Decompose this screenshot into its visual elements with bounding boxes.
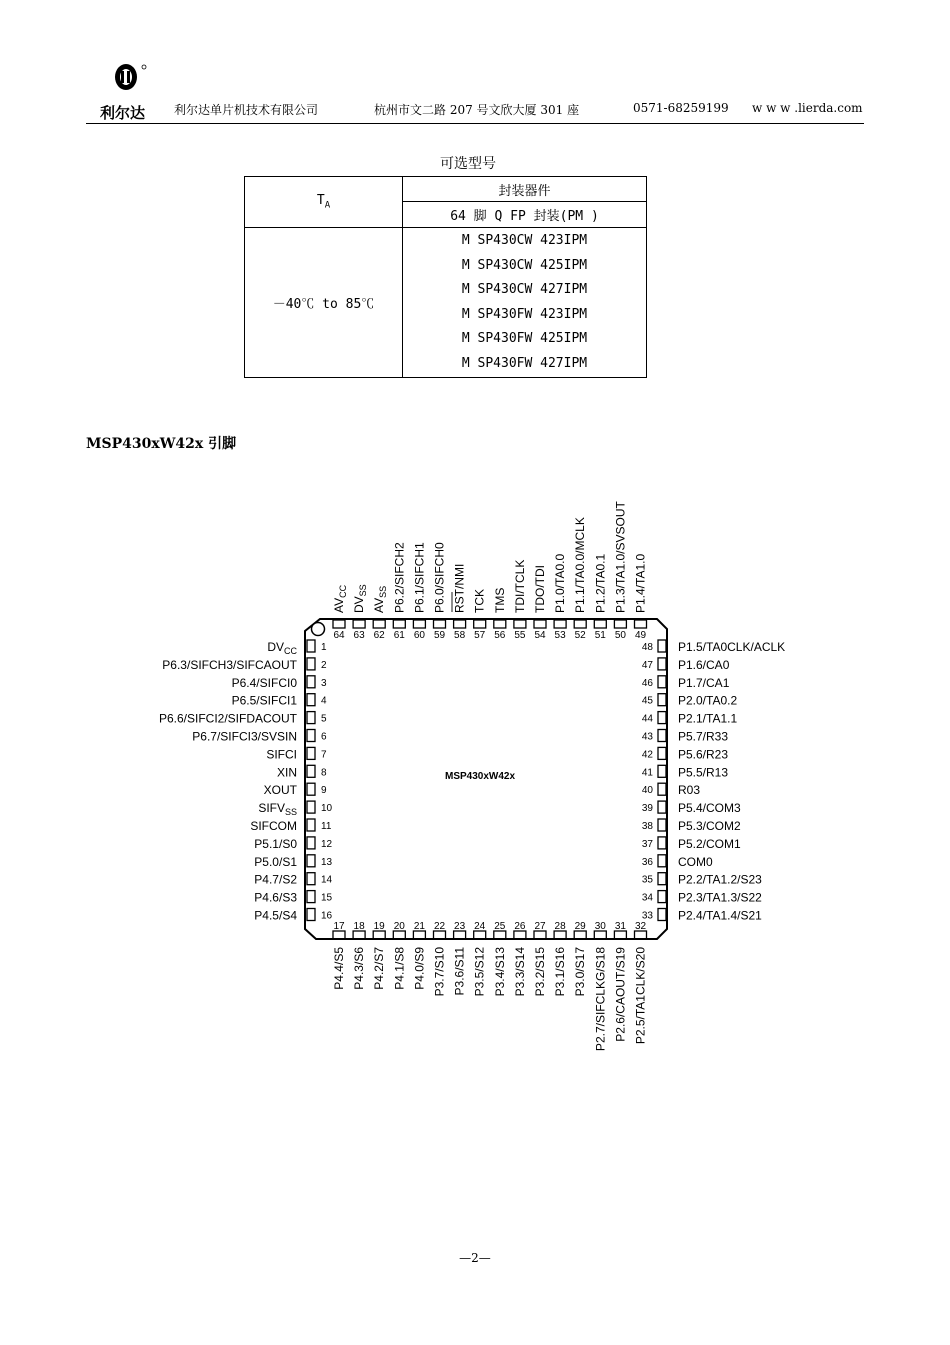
pin-pad xyxy=(658,730,666,742)
pin-number: 57 xyxy=(474,630,486,641)
pin-label: TMS xyxy=(492,587,507,613)
pin-pad xyxy=(307,873,315,885)
pin-label: P2.2/TA1.2/S23 xyxy=(678,872,762,887)
pin-number: 35 xyxy=(641,874,653,886)
pin-number: 5 xyxy=(321,713,327,725)
pin-pad xyxy=(307,855,315,867)
pin-number: 59 xyxy=(433,630,446,641)
pin-label: P1.3/TA1.0/SVSOUT xyxy=(613,501,628,613)
pin-label: P5.4/COM3 xyxy=(678,801,741,816)
pin-pad xyxy=(307,783,315,795)
chip-name: MSP430xW42x xyxy=(445,771,516,782)
pin-number: 23 xyxy=(454,921,466,932)
pin-number: 32 xyxy=(634,921,647,932)
pin-label: P4.5/S4 xyxy=(254,908,297,923)
part-number: M SP430CW 427IPM xyxy=(461,282,588,297)
pin-label: $AV_{CC}$ xyxy=(332,584,348,613)
pin-pad xyxy=(494,931,506,939)
pin-number: 16 xyxy=(321,910,333,922)
pin-pad xyxy=(393,931,405,939)
pin-label: P1.0/TA0.0 xyxy=(553,553,568,613)
pin-label: P3.3/S14 xyxy=(512,947,527,997)
pin-pad xyxy=(307,694,315,706)
pin-number: 49 xyxy=(634,630,647,641)
pin-pad xyxy=(658,891,666,903)
pin-label: P4.3/S6 xyxy=(352,947,367,990)
pin-number: 21 xyxy=(413,921,425,932)
pin-label: XIN xyxy=(276,765,297,780)
pin-number: 36 xyxy=(641,856,653,868)
pin-label: P2.6/CAOUT/S19 xyxy=(613,947,628,1042)
pin-label: P4.6/S3 xyxy=(254,890,297,905)
pin1-marker xyxy=(312,623,325,636)
pin-pad xyxy=(635,931,647,939)
pin-label: $SIFV_{SS}$ xyxy=(258,801,297,818)
package-header: 封装器件 xyxy=(403,177,647,202)
pin-number: 46 xyxy=(641,677,653,689)
pin-number: 45 xyxy=(641,695,653,707)
pin-number: 38 xyxy=(641,821,653,832)
pin-pad xyxy=(574,931,586,939)
pin-pad xyxy=(514,620,526,628)
pin-pad xyxy=(554,931,566,939)
pin-pad xyxy=(554,620,566,628)
pin-number: 30 xyxy=(594,921,606,932)
pin-label: TDI/TCLK xyxy=(512,559,527,613)
pin-pad xyxy=(307,837,315,849)
pin-label: P5.6/R23 xyxy=(678,747,729,762)
pin-label: P1.5/TA0CLK/ACLK xyxy=(678,640,786,654)
pin-pad xyxy=(333,620,345,628)
pin-number: 22 xyxy=(433,921,446,932)
pin-number: 6 xyxy=(321,731,327,743)
pin-number: 62 xyxy=(373,630,385,641)
pin-number: 27 xyxy=(534,921,546,932)
pin-label: TDO/TDI xyxy=(533,565,547,613)
pin-number: 28 xyxy=(554,921,566,932)
pin-pad xyxy=(658,676,666,688)
pin-number: 4 xyxy=(321,695,327,707)
pin-number: 31 xyxy=(614,921,626,932)
pin-label: P2.1/TA1.1 xyxy=(678,711,738,726)
pin-label: P2.4/TA1.4/S21 xyxy=(678,908,762,923)
part-number: M SP430FW 423IPM xyxy=(461,306,588,322)
pin-number: 39 xyxy=(641,803,653,815)
pin-pad xyxy=(658,640,666,652)
pin-label: P5.0/S1 xyxy=(254,854,297,869)
package-subheader: 64 脚 Q FP 封装(PM ) xyxy=(403,202,647,228)
pin-pad xyxy=(635,620,647,628)
pin-pad xyxy=(353,620,365,628)
pin-number: 33 xyxy=(641,910,653,922)
pin-pad xyxy=(658,873,666,885)
pin-label: P1.7/CA1 xyxy=(678,675,730,690)
pin-number: 11 xyxy=(321,821,332,832)
pin-label: P2.5/TA1CLK/S20 xyxy=(633,947,648,1045)
company-address: 杭州市文二路 207 号文欣大厦 301 座 xyxy=(374,103,580,117)
pin-pad xyxy=(658,801,666,813)
pin-label: P4.0/S9 xyxy=(412,947,427,990)
pin-pad xyxy=(658,837,666,849)
pin-label: P6.3/SIFCH3/SIFCAOUT xyxy=(162,657,297,672)
pin-label: P1.2/TA0.1 xyxy=(593,553,608,613)
pin-number: 58 xyxy=(454,630,466,641)
part-number: M SP430FW 425IPM xyxy=(461,331,588,346)
pin-pad xyxy=(373,931,385,939)
pin-pad xyxy=(307,801,315,813)
pin-pad xyxy=(474,931,486,939)
pin-pad xyxy=(434,931,446,939)
pin-label: P3.7/S10 xyxy=(432,947,447,997)
pin-label: P5.1/S0 xyxy=(254,836,297,851)
pin-pad xyxy=(658,909,666,921)
pin-number: 3 xyxy=(321,677,327,689)
pin-pad xyxy=(434,620,446,628)
pin-pad xyxy=(353,931,365,939)
pin-label: P1.1/TA0.0/MCLK xyxy=(573,517,588,613)
pin-number: 53 xyxy=(554,630,566,641)
pin-pad xyxy=(307,747,315,759)
pin-pad xyxy=(494,620,506,628)
pin-pad xyxy=(534,931,546,939)
pin-number: 7 xyxy=(321,749,327,761)
pin-number: 20 xyxy=(393,921,405,932)
pin-label: P6.0/SIFCH0 xyxy=(432,542,447,613)
pin-label: P2.3/TA1.3/S22 xyxy=(678,890,762,905)
pin-label: XOUT xyxy=(263,783,297,798)
pin-label: SIFCI xyxy=(266,747,297,762)
pin-pad xyxy=(307,730,315,742)
pin-label: P5.3/COM2 xyxy=(678,819,741,833)
pin-number: 26 xyxy=(514,921,526,932)
pin-label: P6.2/SIFCH2 xyxy=(392,542,407,613)
pin-label: P5.5/R13 xyxy=(678,765,729,780)
pin-label: $DV_{CC}$ xyxy=(267,640,297,656)
pin-pad xyxy=(454,931,466,939)
pin-label: P4.1/S8 xyxy=(392,947,407,990)
table-caption: 可选型号 xyxy=(440,156,496,172)
page-number: —2— xyxy=(459,1251,491,1265)
part-number: M SP430CW 425IPM xyxy=(461,257,588,273)
pin-pad xyxy=(658,819,666,831)
pin-number: 42 xyxy=(641,749,653,761)
pin-number: 25 xyxy=(494,921,506,932)
pin-pad xyxy=(658,783,666,795)
pin-number: 60 xyxy=(413,630,425,641)
pin-pad xyxy=(307,819,315,831)
pin-pad xyxy=(454,620,466,628)
pin-label: P4.2/S7 xyxy=(372,947,387,990)
pin-number: 29 xyxy=(574,921,586,932)
pin-pad xyxy=(307,765,315,777)
pin-number: 24 xyxy=(474,921,486,932)
section-title: MSP430xW42x 引脚 xyxy=(86,436,237,452)
pin-label: P6.5/SIFCI1 xyxy=(231,693,297,708)
temp-header: $T_A$ xyxy=(245,177,403,228)
pin-pad xyxy=(658,765,666,777)
pin-pad xyxy=(514,931,526,939)
pin-pad xyxy=(574,620,586,628)
pin-label: P4.4/S5 xyxy=(332,947,346,990)
pin-pad xyxy=(614,931,626,939)
pin-number: 9 xyxy=(321,785,327,797)
part-number: M SP430CW 423IPM xyxy=(461,233,588,248)
pin-number: 63 xyxy=(353,630,365,641)
pin-pad xyxy=(333,931,345,939)
pin-number: 18 xyxy=(353,921,365,932)
pin-number: 43 xyxy=(641,731,653,743)
pin-pad xyxy=(594,620,606,628)
pin-label: P3.1/S16 xyxy=(553,947,568,997)
pin-number: 56 xyxy=(494,630,506,641)
pin-number: 19 xyxy=(373,921,385,932)
pin-label: COM0 xyxy=(678,854,713,869)
company-phone: 0571-68259199 xyxy=(633,101,729,115)
pin-label: P6.4/SIFCI0 xyxy=(231,675,297,690)
pin-pad xyxy=(658,855,666,867)
pin-pad xyxy=(658,694,666,706)
svg-text:利尔达: 利尔达 xyxy=(100,104,146,122)
pin-number: 55 xyxy=(514,630,526,641)
pin-number: 52 xyxy=(574,630,586,641)
pin-number: 8 xyxy=(321,767,327,779)
pin-number: 15 xyxy=(321,892,333,904)
pin-label: P2.0/TA0.2 xyxy=(678,693,738,708)
pin-pad xyxy=(393,620,405,628)
pin-number: 34 xyxy=(641,892,653,904)
temp-range: －40℃ to 85℃ xyxy=(245,228,403,378)
pin-number: 48 xyxy=(641,642,653,653)
pin-number: 13 xyxy=(321,856,333,868)
pin-pad xyxy=(307,891,315,903)
pin-label: P5.2/COM1 xyxy=(678,836,741,851)
pin-pad xyxy=(614,620,626,628)
pin-number: 64 xyxy=(333,630,345,641)
pin-pad xyxy=(413,620,425,628)
pin-label: R03 xyxy=(678,783,701,798)
pin-pad xyxy=(413,931,425,939)
pin-label: P2.7/SIFCLKG/S18 xyxy=(593,947,608,1052)
pin-label: P1.6/CA0 xyxy=(678,657,730,672)
pin-pad xyxy=(658,747,666,759)
pin-number: 40 xyxy=(641,785,653,797)
pin-label: $DV_{SS}$ xyxy=(352,584,369,613)
pin-number: 50 xyxy=(614,630,626,641)
pin-number: 2 xyxy=(321,659,327,671)
pin-number: 54 xyxy=(534,630,546,641)
pin-label: P3.5/S12 xyxy=(472,947,487,997)
pin-pad xyxy=(307,712,315,724)
pin-number: 17 xyxy=(333,921,345,932)
pin-label: P4.7/S2 xyxy=(254,872,297,887)
pin-number: 47 xyxy=(641,659,653,671)
pin-number: 61 xyxy=(393,630,405,641)
pin-label: P6.7/SIFCI3/SVSIN xyxy=(192,729,297,744)
pin-number: 51 xyxy=(594,630,606,641)
pin-pad xyxy=(307,676,315,688)
pin-label: TCK xyxy=(472,589,487,613)
pin-number: 41 xyxy=(641,767,653,779)
pin-label: P3.0/S17 xyxy=(573,947,588,997)
pin-number: 1 xyxy=(321,642,327,653)
pin-pad xyxy=(658,712,666,724)
pin-label: P3.6/S11 xyxy=(452,947,467,996)
pin-number: 14 xyxy=(321,874,333,886)
company-name: 利尔达单片机技术有限公司 xyxy=(174,103,319,117)
pin-number: 12 xyxy=(321,838,333,850)
pin-label: P6.1/SIFCH1 xyxy=(412,542,427,613)
pin-pad xyxy=(594,931,606,939)
pin-pad xyxy=(307,909,315,921)
pin-label: RST/NMI xyxy=(452,563,467,613)
pin-number: 44 xyxy=(641,713,653,725)
pin-label: SIFCOM xyxy=(250,819,297,833)
pin-label: P3.4/S13 xyxy=(492,947,507,997)
pin-label: P3.2/S15 xyxy=(533,947,547,997)
company-website[interactable]: w w w .lierda.com xyxy=(752,101,863,115)
pin-pad xyxy=(474,620,486,628)
part-number: M SP430FW 427IPM xyxy=(461,355,588,371)
pin-pad xyxy=(307,640,315,652)
pin-pad xyxy=(534,620,546,628)
pin-label: P5.7/R33 xyxy=(678,729,729,744)
pin-number: 10 xyxy=(321,803,333,815)
pin-number: 37 xyxy=(641,838,653,850)
pin-pad xyxy=(658,658,666,670)
pin-label: P6.6/SIFCI2/SIFDACOUT xyxy=(158,711,297,726)
pin-pad xyxy=(307,658,315,670)
pin-pad xyxy=(373,620,385,628)
pin-label: P1.4/TA1.0 xyxy=(633,553,648,613)
pin-label: $AV_{SS}$ xyxy=(372,585,389,613)
